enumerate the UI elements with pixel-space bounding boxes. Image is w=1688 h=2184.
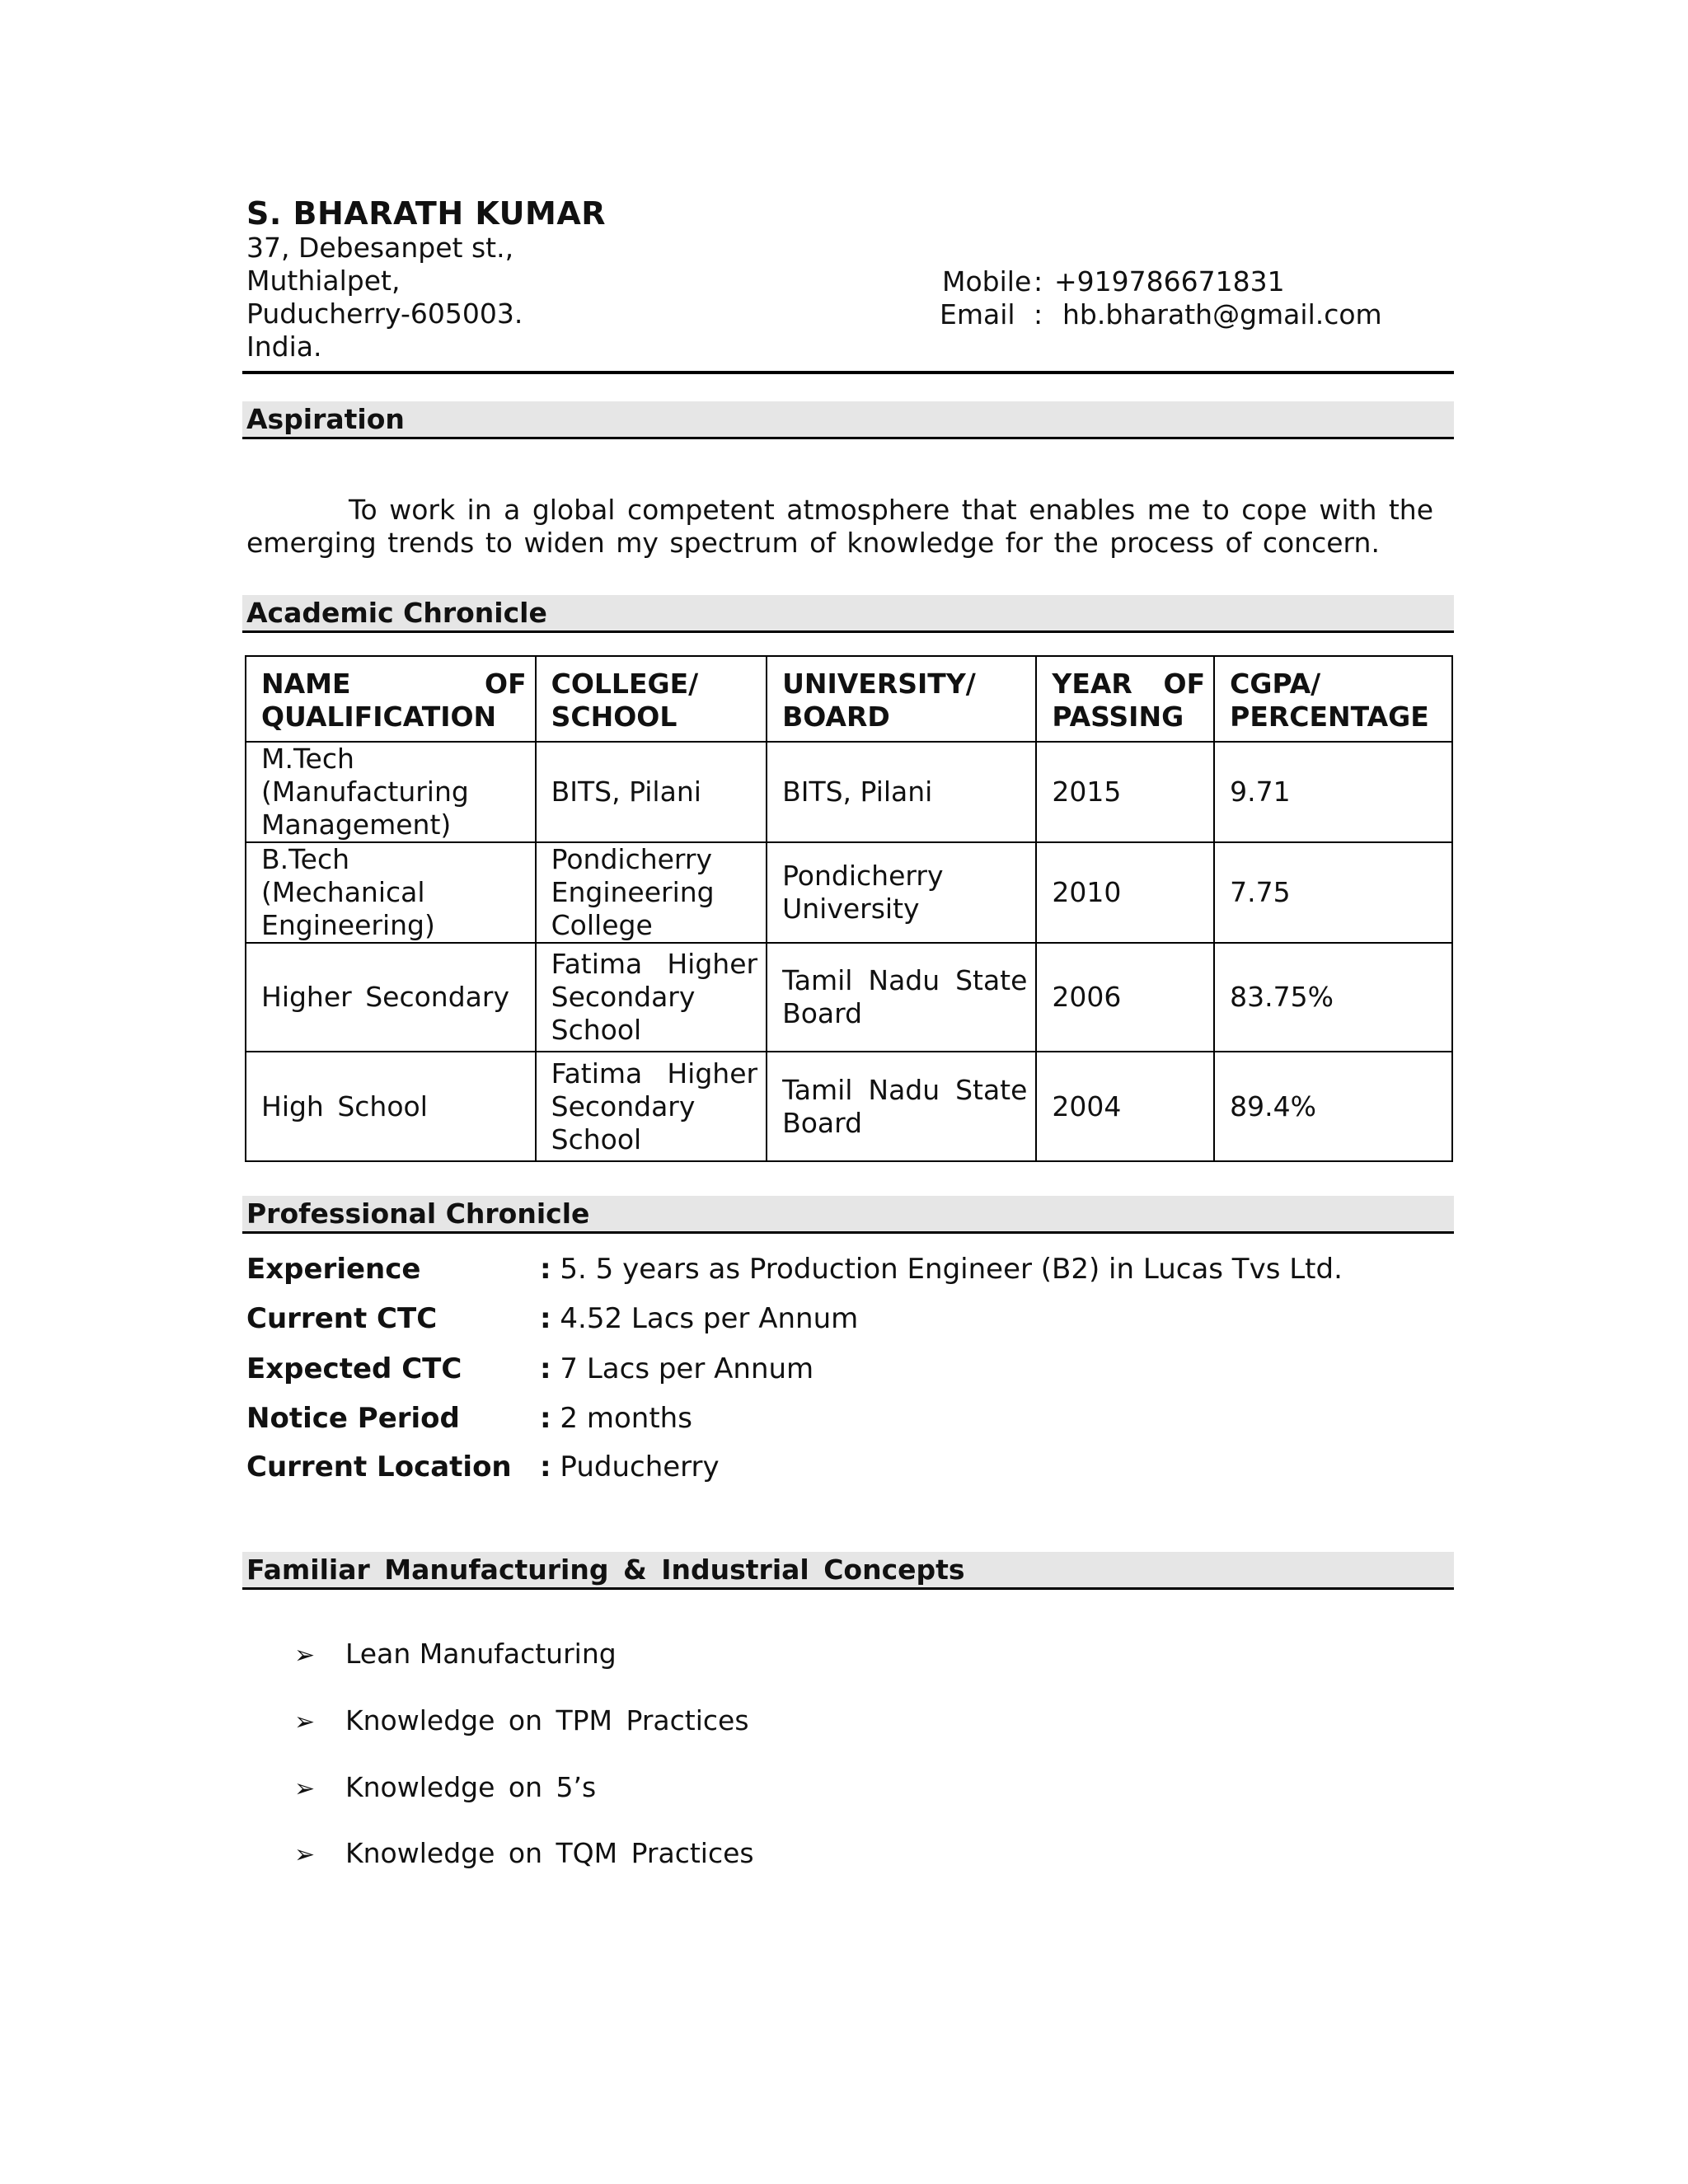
arrow-bullet-icon: ➢ — [294, 1708, 316, 1736]
year-cell: 2006 — [1036, 943, 1214, 1052]
mobile-separator: : — [1034, 265, 1043, 298]
cell-text: High School — [261, 1090, 428, 1122]
cell-text: Tamil Nadu State — [782, 964, 1028, 996]
board-cell — [767, 1052, 1036, 1161]
list-item — [294, 1837, 754, 1869]
arrow-bullet-icon: ➢ — [294, 1774, 316, 1803]
header-text: CGPA/ — [1230, 668, 1321, 700]
section-aspiration — [242, 401, 1454, 439]
cell-text: Engineering — [551, 876, 715, 908]
header-text: QUALIFICATION — [261, 701, 497, 733]
qualification-cell — [246, 943, 536, 1052]
list-item — [294, 1704, 749, 1736]
item-separator: : — [540, 1302, 551, 1335]
cell-text: Board — [782, 997, 863, 1029]
cell-text: Management) — [261, 808, 452, 841]
score-cell: 89.4% — [1214, 1052, 1452, 1161]
cell-text: Fatima Higher — [551, 948, 758, 980]
table-row — [246, 943, 1452, 1052]
arrow-bullet-icon: ➢ — [294, 1840, 316, 1869]
item-separator: : — [540, 1402, 551, 1435]
item-label: Notice Period — [246, 1402, 460, 1435]
cell-text: Secondary — [551, 981, 696, 1013]
cell-text: BITS, Pilani — [551, 776, 701, 808]
header-text: NAME OF — [261, 668, 527, 700]
header-text: PASSING — [1052, 701, 1184, 733]
cell-text: B.Tech — [261, 843, 350, 875]
section-heading: Academic Chronicle — [246, 597, 547, 629]
cell-text: M.Tech — [261, 743, 354, 775]
header-text: PERCENTAGE — [1230, 701, 1429, 733]
cell-text: School — [551, 1014, 642, 1046]
cell-text: Pondicherry — [782, 860, 944, 892]
table-row — [246, 1052, 1452, 1161]
header-text: BOARD — [782, 701, 890, 733]
item-value: 2 months — [560, 1402, 692, 1435]
section-concepts — [242, 1552, 1454, 1590]
item-label: Current CTC — [246, 1302, 438, 1335]
list-item — [294, 1771, 596, 1803]
item-label: Current Location — [246, 1451, 512, 1483]
address-line-2: Muthialpet, — [246, 265, 401, 297]
section-heading: Professional Chronicle — [246, 1197, 590, 1230]
candidate-name: S. BHARATH KUMAR — [246, 195, 607, 232]
header-text: UNIVERSITY/ — [782, 668, 976, 700]
section-academic — [242, 595, 1454, 633]
aspiration-text — [246, 494, 1433, 560]
item-label: Expected CTC — [246, 1352, 462, 1385]
column-header-year — [1036, 656, 1214, 742]
column-header-board — [767, 656, 1036, 742]
item-value: Puducherry — [560, 1451, 720, 1483]
qualification-cell — [246, 742, 536, 842]
professional-item-expected-ctc — [246, 1352, 814, 1385]
list-item-text: Knowledge on TPM Practices — [345, 1704, 749, 1736]
cell-text: Fatima Higher — [551, 1057, 758, 1090]
score-cell: 9.71 — [1214, 742, 1452, 842]
cell-text: (Mechanical — [261, 876, 425, 908]
list-item-text: Lean Manufacturing — [345, 1638, 617, 1670]
header-text: SCHOOL — [551, 701, 678, 733]
cell-text: Higher Secondary — [261, 981, 509, 1013]
list-item-text: Knowledge on TQM Practices — [345, 1837, 754, 1869]
item-label: Experience — [246, 1253, 421, 1286]
address-line-4: India. — [246, 330, 322, 363]
aspiration-line-1: To work in a global competent atmosphere that enables me to cope with the — [349, 494, 1433, 526]
email-separator: : — [1034, 298, 1043, 330]
academic-table — [245, 655, 1453, 1162]
column-header-qualification — [246, 656, 536, 742]
cell-text: (Manufacturing — [261, 776, 469, 808]
cell-text: Engineering) — [261, 909, 435, 941]
cell-text: BITS, Pilani — [782, 776, 933, 808]
board-cell — [767, 842, 1036, 943]
email-label: Email — [940, 298, 1015, 330]
header-divider — [242, 371, 1454, 374]
cell-text: College — [551, 909, 653, 941]
cell-text: University — [782, 893, 920, 925]
address-line-1: 37, Debesanpet st., — [246, 232, 514, 264]
section-heading: Familiar Manufacturing & Industrial Concepts — [246, 1554, 965, 1586]
aspiration-line-2: emerging trends to widen my spectrum of knowledge for the process of concern. — [246, 527, 1380, 559]
table-row — [246, 742, 1452, 842]
college-cell — [536, 842, 767, 943]
item-separator: : — [540, 1253, 551, 1286]
column-header-college — [536, 656, 767, 742]
table-header-row — [246, 656, 1452, 742]
cell-text: Board — [782, 1106, 863, 1139]
address-line-3: Puducherry-605003. — [246, 298, 523, 330]
section-heading: Aspiration — [246, 403, 405, 435]
board-cell — [767, 943, 1036, 1052]
mobile-label: Mobile — [942, 265, 1032, 298]
arrow-bullet-icon: ➢ — [294, 1641, 316, 1670]
score-cell: 83.75% — [1214, 943, 1452, 1052]
college-cell — [536, 742, 767, 842]
professional-item-experience — [246, 1253, 1343, 1286]
cell-text: School — [551, 1122, 642, 1155]
header-text: YEAR OF — [1052, 668, 1206, 700]
column-header-score — [1214, 656, 1452, 742]
table-row — [246, 842, 1452, 943]
college-cell — [536, 1052, 767, 1161]
cell-text: Secondary — [551, 1090, 696, 1122]
qualification-cell — [246, 842, 536, 943]
year-cell: 2010 — [1036, 842, 1214, 943]
email-address[interactable]: hb.bharath@gmail.com — [1062, 298, 1382, 330]
list-item — [294, 1638, 617, 1670]
cell-text: Tamil Nadu State — [782, 1073, 1028, 1106]
board-cell — [767, 742, 1036, 842]
cell-text: Pondicherry — [551, 843, 713, 875]
item-value: 4.52 Lacs per Annum — [560, 1302, 859, 1335]
college-cell — [536, 943, 767, 1052]
qualification-cell — [246, 1052, 536, 1161]
list-item-text: Knowledge on 5’s — [345, 1771, 597, 1803]
item-value: 7 Lacs per Annum — [560, 1352, 814, 1385]
year-cell: 2015 — [1036, 742, 1214, 842]
section-professional — [242, 1196, 1454, 1234]
item-value: 5. 5 years as Production Engineer (B2) in Lucas Tvs Ltd. — [560, 1253, 1343, 1286]
item-separator: : — [540, 1352, 551, 1385]
mobile-number: +919786671831 — [1054, 265, 1285, 298]
year-cell: 2004 — [1036, 1052, 1214, 1161]
header-text: COLLEGE/ — [551, 668, 699, 700]
item-separator: : — [540, 1451, 551, 1483]
score-cell: 7.75 — [1214, 842, 1452, 943]
professional-item-current-location — [246, 1451, 720, 1483]
professional-item-notice-period — [246, 1402, 692, 1435]
professional-item-current-ctc — [246, 1302, 858, 1335]
